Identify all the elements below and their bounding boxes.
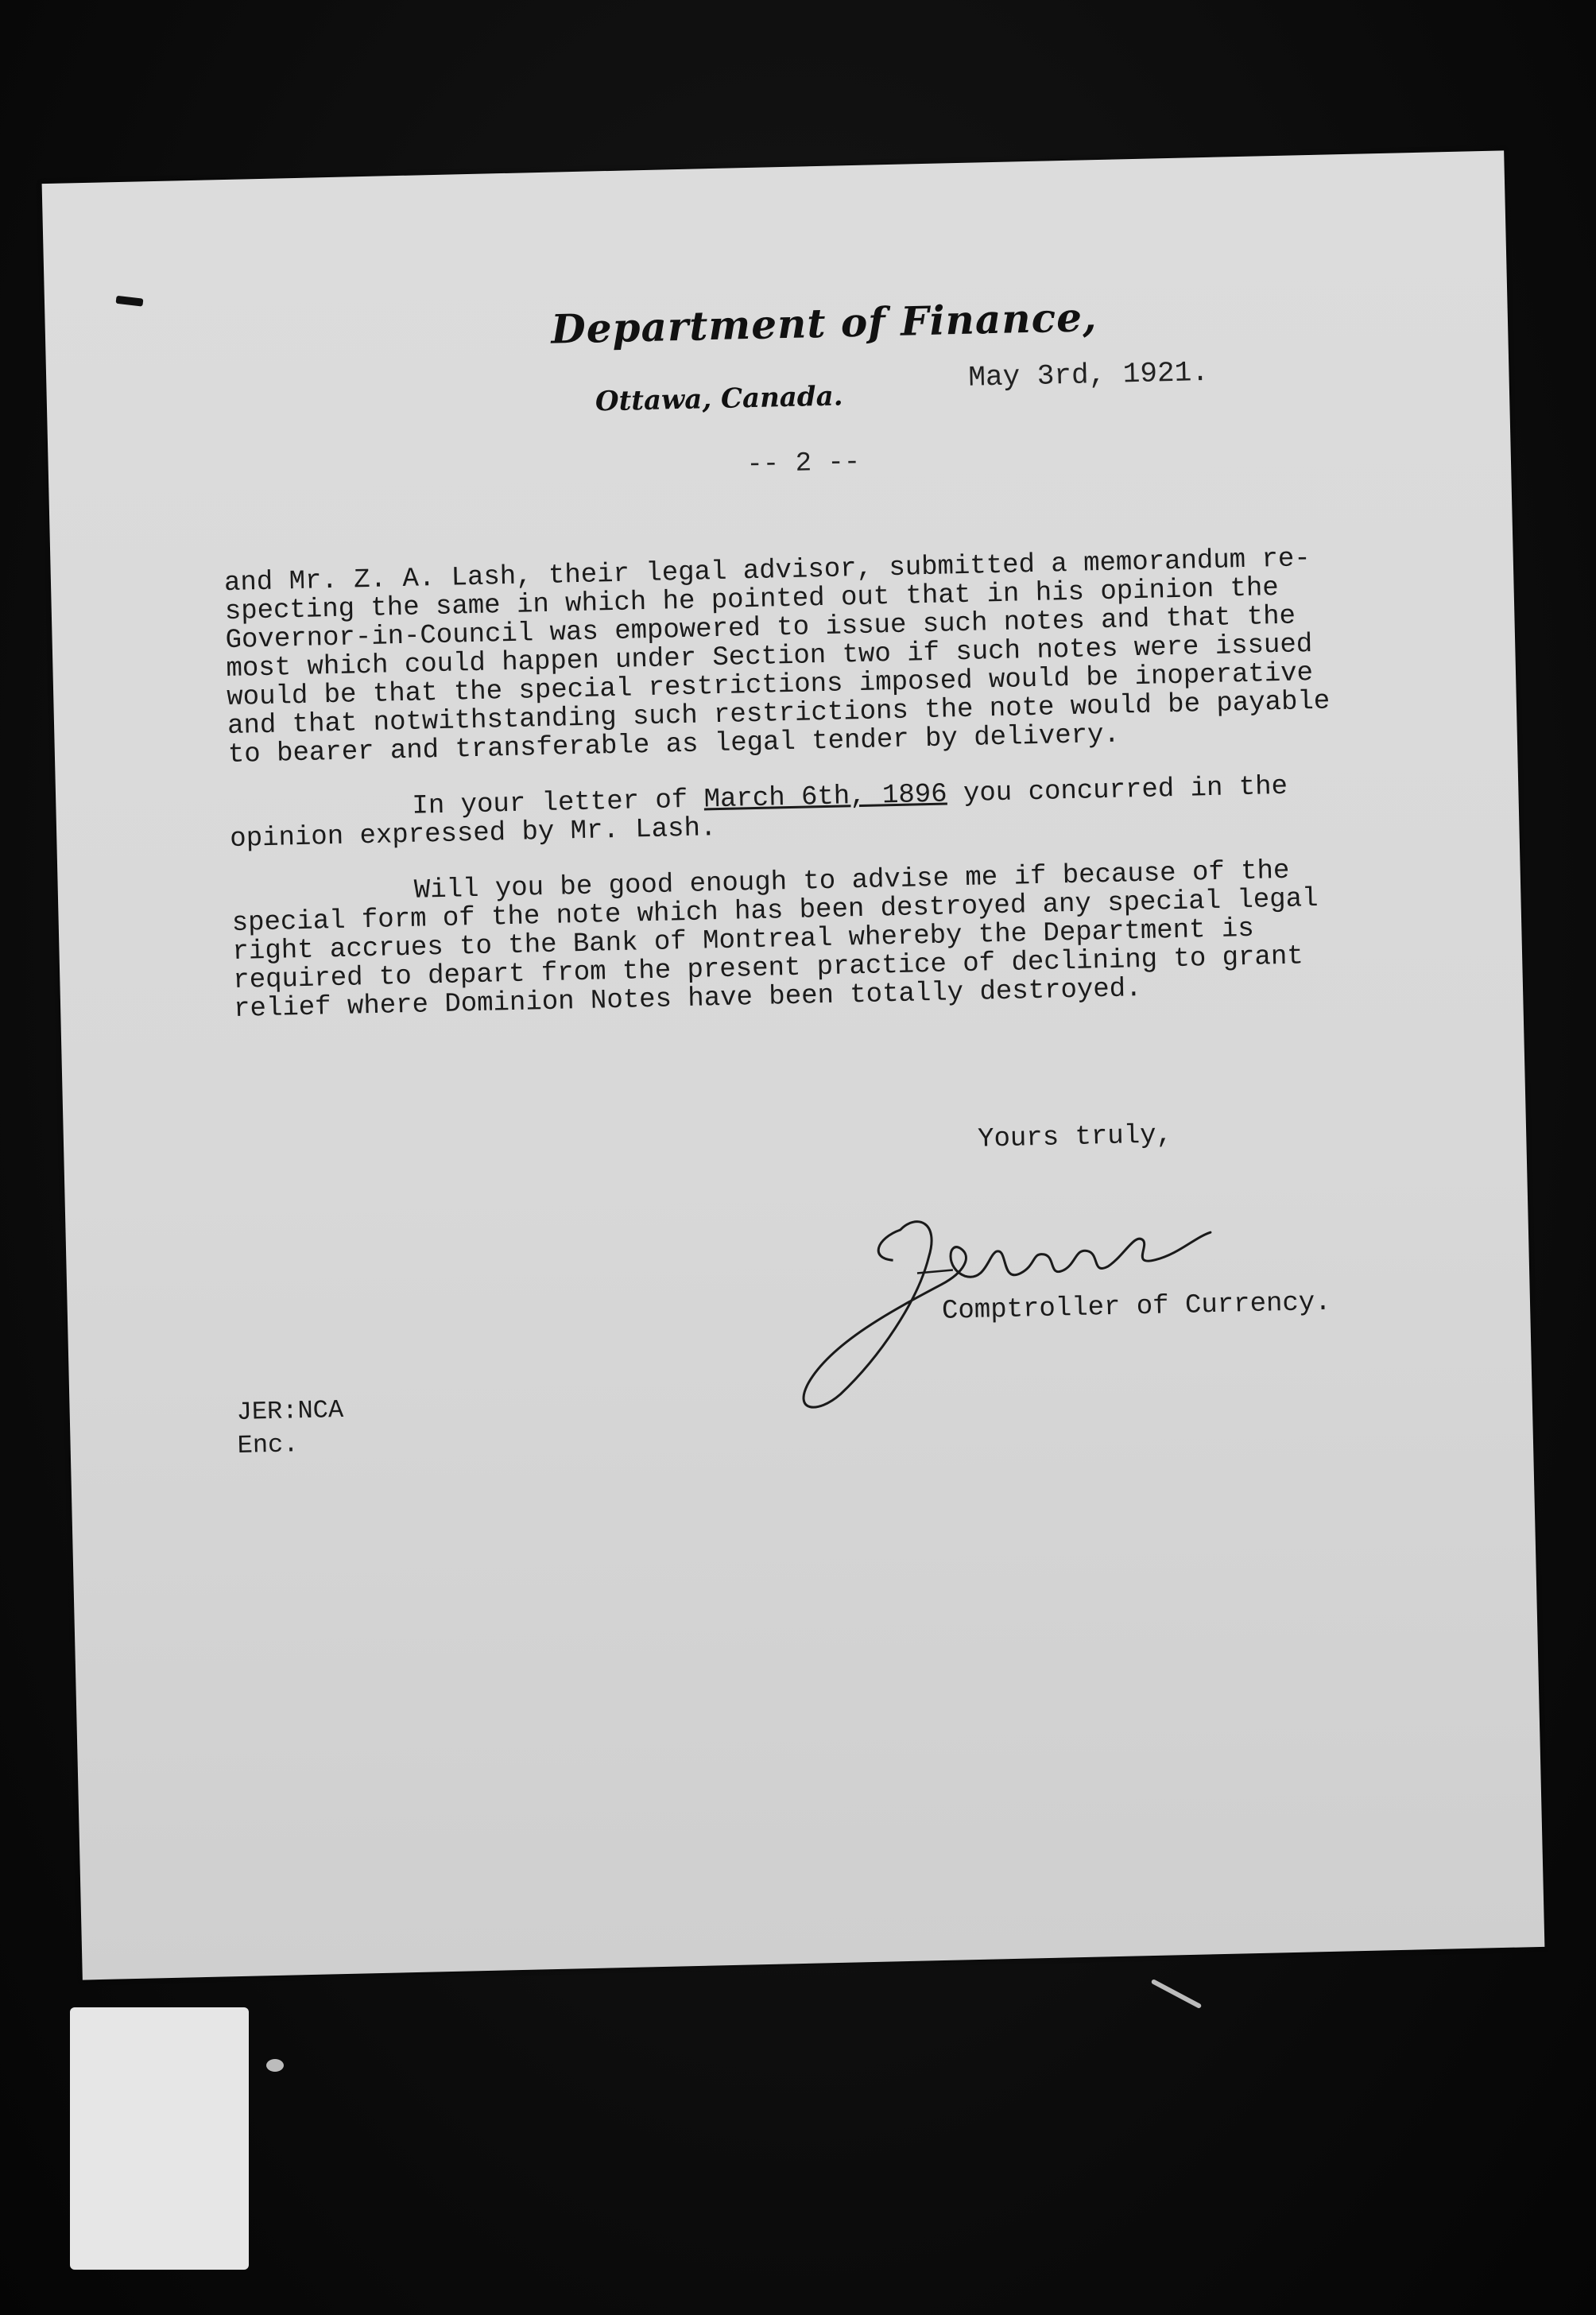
signatory-title: Comptroller of Currency. (941, 1287, 1332, 1327)
reference-initials: JER:NCA (236, 1394, 344, 1427)
letter-date: May 3rd, 1921. (967, 355, 1210, 394)
page-number: -- 2 -- (746, 447, 861, 481)
paragraph-2-after: you concurred in the opinion expressed by Mr. Lash. (229, 771, 1288, 855)
enclosure-note: Enc. (237, 1429, 299, 1460)
letterhead-department: Department of Finance, (550, 293, 1098, 353)
paragraph-3: Will you be good enough to advise me if because of the special form of the note which has been destroyed any special legal right accrues to the Bank of Montreal whereby the Department is required to depart from the present practice of declining to grant relief where Dominion Notes have been totally destroyed. (231, 855, 1319, 1025)
film-label-card (70, 2007, 249, 2270)
letterhead-location: Ottawa, Canada. (595, 380, 843, 418)
ink-mark (116, 296, 144, 307)
letter-body (224, 542, 1427, 1051)
paragraph-1: and Mr. Z. A. Lash, their legal advisor, submitted a memorandum re- specting the same in which he pointed out that in his opinion the Governor-in-Council was empowered to issue such notes and that the most which could happen under Section two if such notes were issued would be that the special restrictions imposed would be inoperative and that notwithstanding such restrictions the note would be payable to bearer and transferable as legal tender by delivery. (223, 544, 1331, 771)
paragraph-2-before: In your letter of (412, 785, 705, 822)
dust-speck (266, 2059, 284, 2072)
reference-block (236, 1394, 344, 1463)
letter-page (42, 150, 1545, 1980)
paragraph-2 (229, 770, 1422, 854)
closing-salutation: Yours truly, (977, 1120, 1173, 1155)
underlined-date: March 6th, 1896 (703, 779, 948, 816)
